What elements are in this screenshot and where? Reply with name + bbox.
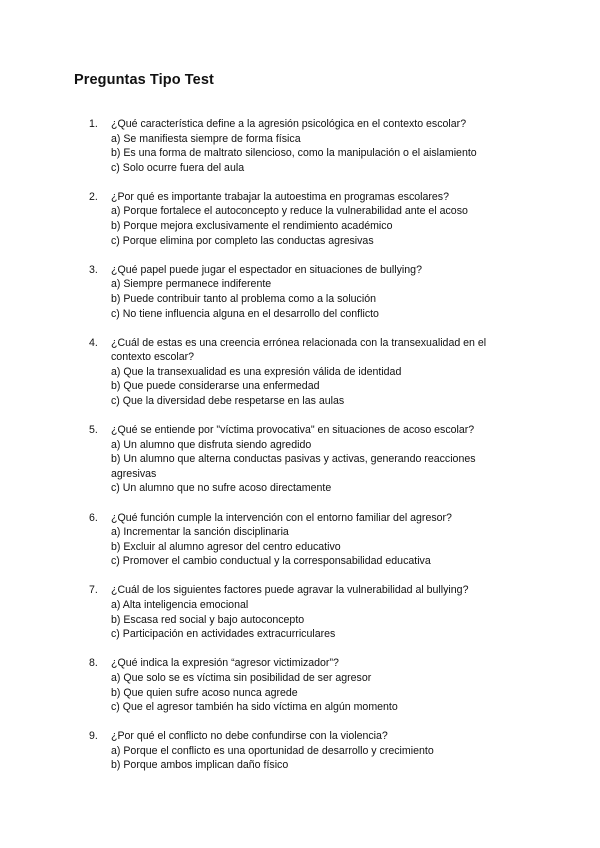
answer-list [111,277,600,321]
answer-option: b) Excluir al alumno agresor del centro educativo [111,540,341,553]
answer-list [111,598,600,642]
answer-option: a) Porque el conflicto es una oportunidad de desarrollo y crecimiento [111,744,434,757]
answer-option: c) Un alumno que no sufre acoso directamente [111,482,332,495]
page-title: Preguntas Tipo Test [74,72,214,88]
question-list [0,117,600,787]
question-text: ¿Por qué es importante trabajar la autoestima en programas escolares? [111,190,449,203]
answer-option: c) No tiene influencia alguna en el desarrollo del conflicto [111,307,379,320]
answer-option: b) Puede contribuir tanto al problema como a la solución [111,292,376,305]
answer-list [111,438,600,496]
answer-option: a) Siempre permanece indiferente [111,278,272,291]
question-text: ¿Por qué el conflicto no debe confundirse con la violencia? [111,730,388,743]
question-text: ¿Qué se entiende por "víctima provocativa" en situaciones de acoso escolar? [111,424,475,437]
question-number: 7. [89,584,98,597]
answer-list [111,671,600,715]
question-number: 2. [89,190,98,203]
question-text: ¿Cuál de estas es una creencia errónea relacionada con la transexualidad en el contexto escolar? [111,336,487,364]
answer-option: b) Que puede considerarse una enfermedad [111,380,320,393]
answer-option: a) Que solo se es víctima sin posibilidad de ser agresor [111,671,372,684]
question-number: 3. [89,263,98,276]
answer-option: c) Que el agresor también ha sido víctima en algún momento [111,701,398,714]
question-item [0,583,600,641]
question-number: 4. [89,336,98,349]
answer-option: c) Solo ocurre fuera del aula [111,161,245,174]
answer-list [111,744,600,773]
answer-option: c) Porque elimina por completo las conductas agresivas [111,234,374,247]
question-text: ¿Qué función cumple la intervención con el entorno familiar del agresor? [111,511,452,524]
answer-option: a) Incrementar la sanción disciplinaria [111,526,289,539]
answer-option: a) Porque fortalece el autoconcepto y reduce la vulnerabilidad ante el acoso [111,205,468,218]
answer-option: c) Promover el cambio conductual y la corresponsabilidad educativa [111,555,431,568]
question-item [0,190,600,248]
answer-option: b) Que quien sufre acoso nunca agrede [111,686,298,699]
answer-option: c) Participación en actividades extracurriculares [111,628,336,641]
question-number: 8. [89,657,98,670]
question-text: ¿Cuál de los siguientes factores puede agravar la vulnerabilidad al bullying? [111,584,469,597]
question-text: ¿Qué indica la expresión “agresor victimizador”? [111,657,339,670]
answer-option: b) Escasa red social y bajo autoconcepto [111,613,305,626]
answer-list [111,204,600,248]
question-item [0,511,600,569]
answer-option: b) Es una forma de maltrato silencioso, como la manipulación o el aislamiento [111,147,477,160]
answer-option: a) Alta inteligencia emocional [111,599,249,612]
question-item [0,336,600,409]
question-item [0,656,600,714]
question-number: 1. [89,118,98,130]
answer-list [111,525,600,569]
answer-list [111,132,600,176]
answer-option: a) Un alumno que disfruta siendo agredido [111,438,312,451]
question-item [0,729,600,773]
question-item [0,423,600,496]
question-number: 5. [89,424,98,437]
question-item [0,263,600,321]
question-item [0,117,600,175]
question-number: 6. [89,511,98,524]
answer-option: c) Que la diversidad debe respetarse en las aulas [111,395,345,407]
answer-list [111,365,600,409]
answer-option: b) Porque mejora exclusivamente el rendimiento académico [111,220,393,233]
answer-option: a) Que la transexualidad es una expresión válida de identidad [111,365,402,378]
answer-option: b) Porque ambos implican daño físico [111,759,289,772]
question-number: 9. [89,730,98,743]
question-text: ¿Qué papel puede jugar el espectador en situaciones de bullying? [111,263,422,276]
question-text: ¿Qué característica define a la agresión psicológica en el contexto escolar? [111,118,467,130]
answer-option: b) Un alumno que alterna conductas pasivas y activas, generando reacciones agresivas [111,453,476,480]
answer-option: a) Se manifiesta siempre de forma física [111,132,301,145]
